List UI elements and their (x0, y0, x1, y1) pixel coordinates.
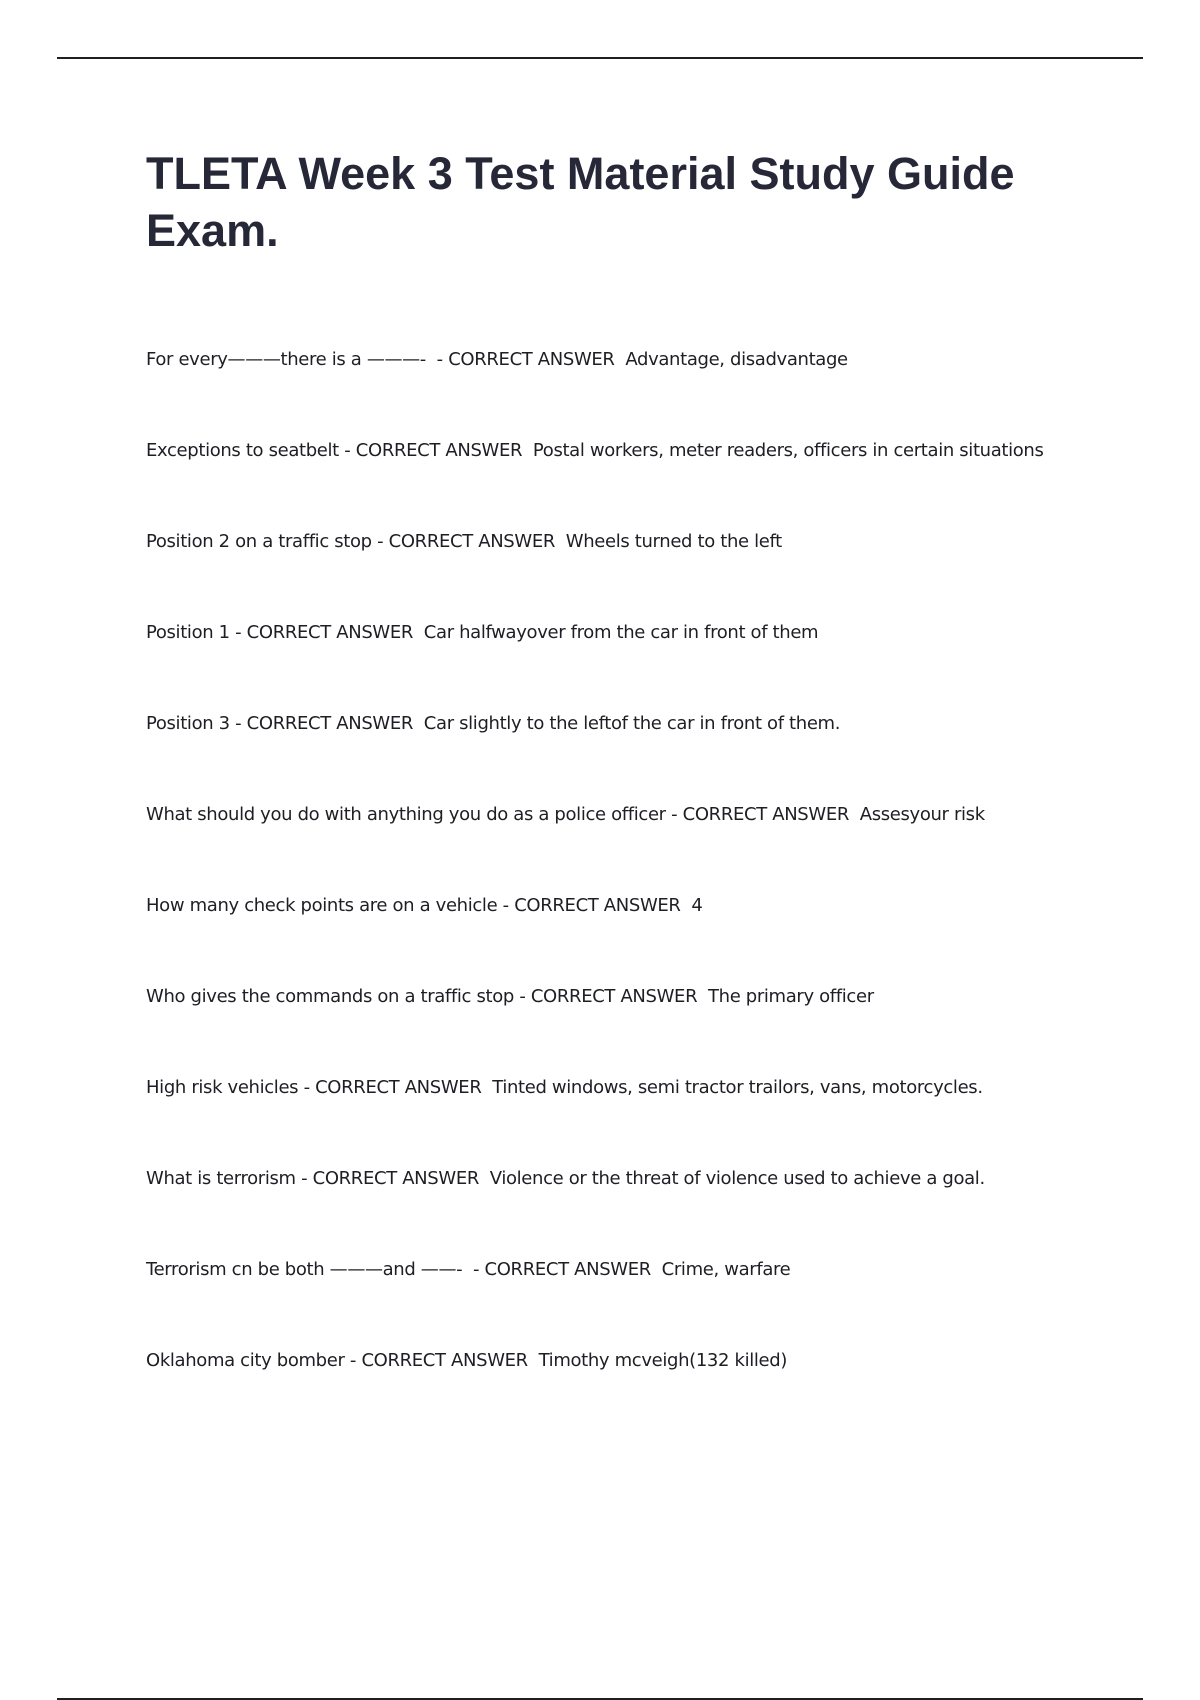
question-text: Position 1 (146, 622, 230, 643)
answer-marker: CORRECT ANSWER (682, 804, 850, 825)
separator: - (665, 804, 683, 825)
spacer (528, 1350, 539, 1371)
qa-item (146, 984, 1146, 1075)
separator: - (497, 895, 515, 916)
document-title: TLETA Week 3 Test Material Study Guide Exam. (146, 148, 1015, 256)
spacer (681, 895, 692, 916)
answer-text: Postal workers, meter readers, officers in certain situations (532, 440, 1044, 461)
question-text: What should you do with anything you do as a police officer (146, 804, 666, 825)
separator: - (431, 349, 449, 370)
spacer (651, 1259, 662, 1280)
answer-marker: CORRECT ANSWER (312, 1168, 479, 1189)
separator: - (338, 440, 356, 461)
question-text: Position 2 on a traffic stop (146, 531, 372, 552)
answer-marker: CORRECT ANSWER (315, 1077, 482, 1098)
question-text: Terrorism cn be both ———and ——- (146, 1259, 468, 1280)
qa-item (146, 529, 1146, 620)
top-divider (57, 57, 1143, 59)
spacer (481, 1077, 492, 1098)
answer-marker: CORRECT ANSWER (448, 349, 615, 370)
answer-text: Wheels turned to the left (565, 531, 782, 552)
answer-marker: CORRECT ANSWER (484, 1259, 651, 1280)
question-text: For every———there is a ———- (146, 349, 432, 370)
qa-item (146, 802, 1146, 893)
spacer (697, 986, 708, 1007)
question-answer-list (146, 347, 1146, 1439)
spacer (413, 622, 424, 643)
answer-text: Car slightly to the leftof the car in front of them. (423, 713, 841, 734)
separator: - (513, 986, 531, 1007)
answer-text: Tinted windows, semi tractor trailors, vans, motorcycles. (492, 1077, 983, 1098)
question-text: What is terrorism (146, 1168, 296, 1189)
separator: - (229, 622, 247, 643)
answer-marker: CORRECT ANSWER (361, 1350, 528, 1371)
answer-marker: CORRECT ANSWER (246, 622, 414, 643)
qa-item (146, 1075, 1146, 1166)
qa-item (146, 1348, 1146, 1439)
answer-text: Crime, warfare (661, 1259, 791, 1280)
answer-text: Timothy mcveigh(132 killed) (538, 1350, 787, 1371)
question-text: Position 3 (146, 713, 230, 734)
separator: - (344, 1350, 362, 1371)
question-text: Who gives the commands on a traffic stop (146, 986, 514, 1007)
separator: - (371, 531, 389, 552)
answer-text: 4 (691, 895, 703, 916)
spacer (413, 713, 424, 734)
spacer (555, 531, 566, 552)
question-text: Exceptions to seatbelt (146, 440, 339, 461)
answer-marker: CORRECT ANSWER (355, 440, 523, 461)
answer-marker: CORRECT ANSWER (246, 713, 414, 734)
answer-text: Assesyour risk (859, 804, 985, 825)
separator: - (295, 1168, 313, 1189)
qa-item (146, 711, 1146, 802)
spacer (849, 804, 860, 825)
spacer (479, 1168, 490, 1189)
answer-marker: CORRECT ANSWER (388, 531, 556, 552)
spacer (522, 440, 533, 461)
separator: - (229, 713, 247, 734)
question-text: High risk vehicles (146, 1077, 299, 1098)
spacer (615, 349, 626, 370)
answer-text: Violence or the threat of violence used to achieve a goal. (489, 1168, 985, 1189)
qa-item (146, 1166, 1146, 1257)
question-text: Oklahoma city bomber (146, 1350, 345, 1371)
answer-marker: CORRECT ANSWER (530, 986, 698, 1007)
qa-item (146, 438, 1146, 529)
answer-text: Advantage, disadvantage (625, 349, 848, 370)
question-text: How many check points are on a vehicle (146, 895, 498, 916)
qa-item (146, 620, 1146, 711)
separator: - (467, 1259, 485, 1280)
separator: - (298, 1077, 316, 1098)
answer-text: Car halfwayover from the car in front of them (423, 622, 819, 643)
answer-marker: CORRECT ANSWER (514, 895, 681, 916)
qa-item (146, 347, 1146, 438)
qa-item (146, 1257, 1146, 1348)
answer-text: The primary officer (707, 986, 874, 1007)
qa-item (146, 893, 1146, 984)
